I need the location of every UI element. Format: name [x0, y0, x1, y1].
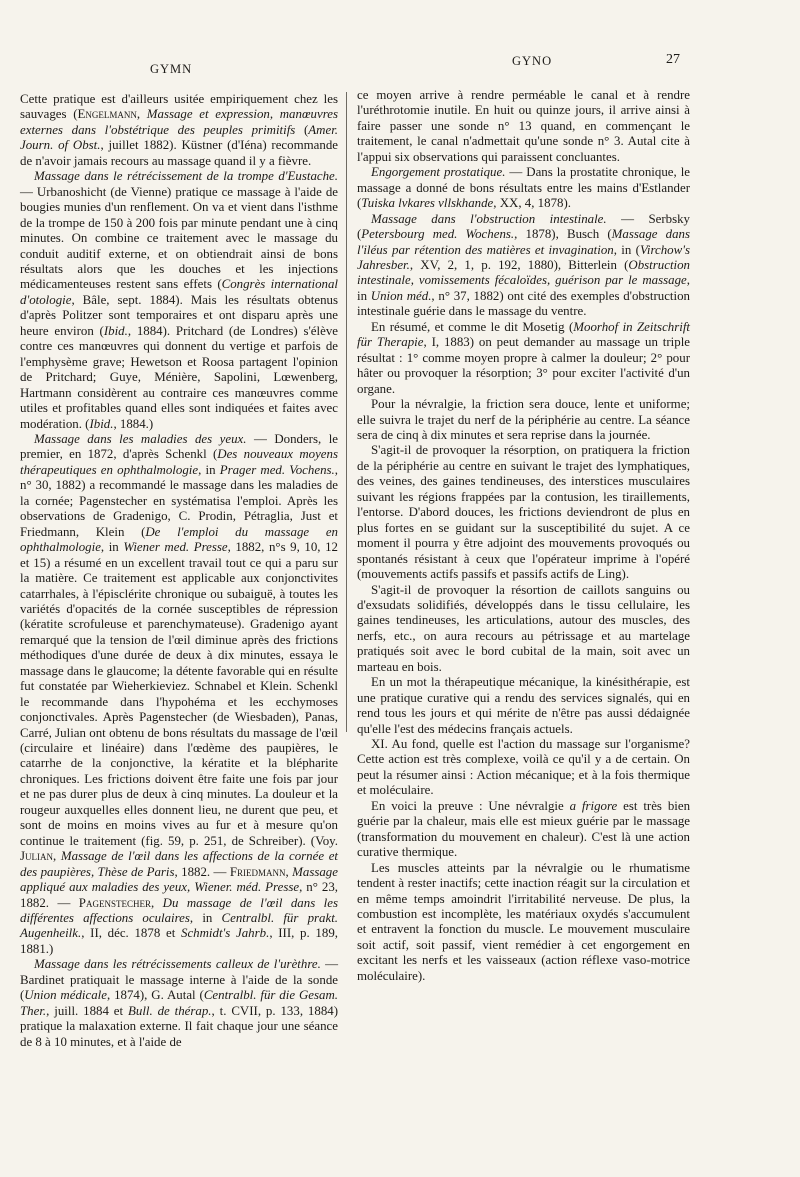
author-name: Pagenstecher: [78, 895, 151, 910]
text-run: , t. CVII, p. 133, 1884) pratique la malaxation externe. Il fait chaque jour une séance de 8 à 10 minutes, et à l'aide de: [20, 1003, 338, 1049]
text-run: ,: [136, 107, 147, 122]
ibid-reference: Ibid.: [89, 416, 114, 431]
paragraph-muscles: Les muscles atteints par la névralgie ou le rhumatisme tendent à rester inactifs; cette inaction réagit sur la circulation et en même temps amoindrit l'irritabilité nerveuse. De plus, la combustion est incomplète, les matériaux oxydés s'accumulent et entravent la fonction du muscle. Le mouvement musculaire soit actif, soit passif, vient remédier à cet engorgement en excitant les nerfs et les vaisseaux (action réflexe vaso-motrice moléculaire).: [357, 860, 690, 983]
left-running-head: GYMN: [150, 62, 193, 76]
text-run: — Donders, le premier, en 1872, d'après Schenkl (: [20, 431, 338, 462]
text-run: ,: [285, 864, 293, 879]
text-run: , I, 1883) on peut demander au massage un triple résultat : 1° comme moyen propre à calmer la douleur; 2° pour hâter ou provoquer la résorption; 3° pour exciter l'activité d'un organe.: [357, 335, 690, 396]
text-run: (: [295, 122, 309, 137]
right-column: [357, 88, 690, 984]
section-eustachian-tube: [20, 169, 338, 432]
journal-name: Schmidt's Jahrb.: [181, 926, 270, 941]
author-name: Engelmann: [77, 107, 137, 122]
citation-title: Du massage de l'œil dans les différentes affections oculaires: [20, 895, 338, 926]
journal-name: Union médicale: [24, 988, 107, 1003]
text-run: En résumé, et comme le dit Mosetig (: [371, 319, 574, 334]
left-column: [20, 92, 338, 1050]
section-urethra: [20, 957, 338, 1050]
text-run: , 1884). Pritchard (de Londres) s'élève contre ces manœuvres qui donnent du vertige et parfois de l'emphysème grave; Hewetson et Roosa partagent l'opinion de Pritchard; Guye, Ménière, Sapolini, Lœwenberg, Hartmann considèrent au contraire ces manœuvres comme utiles et profitables quand elles sont indiquées et faites avec modération. (: [20, 323, 338, 431]
text-run: , Bâle, sept. 1884). Mais les résultats obtenus d'après Politzer sont temporaires et ont disparu après une heure environ (: [20, 292, 338, 338]
citation-title: Massage appliqué aux maladies des yeux, Wiener. méd. Presse: [20, 864, 338, 895]
citation-title: Massage dans l'iléus par rétention des matières et invagination: [357, 227, 690, 257]
paragraph-section-xi: XI. Au fond, quelle est l'action du massage sur l'organisme? Cette action est très complexe, voilà ce qu'il y a de certain. On peut la résumer ainsi : Action mécanique; et à la fois thermique et moléculaire.: [357, 737, 690, 798]
section-intestinal-obstruction: [357, 212, 690, 320]
text-run: , 1882, n°s 9, 10, 12 et 15) a résumé en un excellent travail tout ce qui a paru sur la matière. Ce traitement est applicable aux conjonctivites catarrhales, à l'épisclérite chronique ou subaiguë, à toutes les variétés d'opacités de la cornée susceptibles de répression (kératite scrofuleuse et parenchymateuse). Gradenigo ayant remarqué que la tension de l'œil diminue après des frictions méthodiques d'une durée de deux à dix minutes, essaya le massage dans le glaucome; la détente favorable qui en résulte fut constatée par Wieherkieviez. Schnabel et Klein. Schenkl le recommande dans l'hypohéma et les ecchymoses conjonctivales. Après Pagenstecher (de Wiesbaden), Panas, Carré, Julian ont obtenu de bons résultats du massage de l'œil (circulaire et linéaire) dans l'œdème des paupières, le catarrhe de la conjonctive, la kératite et la blépharite chroniques. Les frictions doivent être faite une fois par jour et ne pas durer plus de deux à cinq minutes. La douleur et la rougeur auxquelles elles donnent lieu, ne durent que peu, et sont de moins en moins vives au fur et à mesure qu'on continue le traitement (fig. 59, p. 251, de Schreiber). (Voy.: [20, 540, 338, 848]
text-run: , 1874), G. Autal (: [106, 988, 204, 1003]
text-run: , n° 37, 1882) ont cité des exemples d'obstruction intestinale guérie dans le massage du ventre.: [357, 288, 690, 319]
text-run: ,: [53, 849, 61, 864]
citation-title: Congrès international d'otologie: [20, 277, 338, 307]
text-run: est très bien guérie par la chaleur, mais elle est mieux guérie par le massage (transformation du mouvement en chaleur). C'est là une action curative thermique.: [357, 798, 691, 860]
text-run: , in (: [613, 242, 640, 257]
latin-term: a frigore: [569, 798, 618, 813]
text-run: — Bardinet pratiquait le massage interne à l'aide de la sonde (: [20, 957, 338, 1003]
ibid-reference: Ibid.: [103, 323, 128, 338]
text-run: , in: [189, 911, 222, 926]
running-header: [0, 54, 800, 74]
paragraph-resorption: S'agit-il de provoquer la résorption, on pratiquera la friction de la périphérie au centre en suivant le trajet des lymphatiques, des veines, des gaines tendineuses, des interstices musculaires suivant les régions frappées par la contusion, les tiraillements, l'entorse. D'abord douces, les frictions deviendront de plus en plus fortes en se guidant sur la susceptibilité du sujet. A ce moment il pourra y être adjoint des mouvements provoqués ou spontanés résistant à ceux que l'opérateur imprime à l'opéré (mouvements actifs passifs et passifs actifs de Ling).: [357, 443, 690, 582]
text-run: , III, p. 189, 1881.): [20, 926, 338, 956]
text-run: , n° 23, 1882. —: [20, 880, 338, 910]
text-run: , juillet 1882). Küstner (d'Iéna) recommande de n'avoir jamais recours au massage quand il y a fièvre.: [20, 138, 338, 168]
text-run: ,: [150, 895, 163, 910]
column-divider: [346, 92, 347, 732]
section-prostate: [357, 165, 690, 211]
section-heading: Massage dans l'obstruction intestinale.: [371, 211, 607, 226]
citation-title: Massage et expression, manœuvres externes dans l'obstétrique des peuples primitifs: [20, 107, 338, 137]
text-run: — Serbsky (: [357, 211, 690, 242]
text-run: , in: [100, 540, 124, 555]
text-run: , juill. 1884 et: [46, 1003, 128, 1018]
citation-title: De l'emploi du massage en ophthalmologie: [20, 524, 338, 555]
text-run: , XV, 2, 1, p. 192, 1880), Bitterlein (: [409, 257, 629, 272]
section-heading: Massage dans les rétrécissements calleux de l'urèthre.: [34, 957, 321, 972]
journal-name: Prager med. Vochens.: [219, 462, 335, 477]
section-eye-diseases: [20, 432, 338, 957]
section-heading: Massage dans le rétrécissement de la trompe d'Eustache.: [34, 169, 338, 184]
paragraph-obstetrics: [20, 92, 338, 169]
text-run: — Urbanoshicht (de Vienne) pratique ce massage à l'aide de bougies munies d'un renflement. On va et vient dans l'isthme de la trompe de 150 à 200 fois par minute pendant une à cinq minutes. On combine ce traitement avec le massage du conduit auditif externe, et on obtiendrait ainsi de bons résultats alors que les douches et les injections médicamenteuses restent sans effets (: [20, 184, 338, 292]
citation-title: Massage de l'œil dans les affections de la cornée et des paupières, Thèse de Paris: [20, 849, 338, 879]
citation-title: Obstruction intestinale, vomissements fécaloïdes, guérison par le massage: [357, 257, 690, 288]
section-heading: Engorgement prostatique.: [371, 165, 506, 180]
citation-title: Des nouveaux moyens thérapeutiques en ophthalmologie: [20, 447, 338, 477]
text-run: , 1882. —: [174, 864, 230, 879]
text-run: , in: [357, 273, 690, 303]
journal-name: Virchow's Jahresber.: [357, 242, 690, 272]
text-run: — Dans la prostatite chronique, le massage a donné de bons résultats entre les mains d'Estlander (: [357, 165, 690, 211]
paragraph-proof: [357, 799, 690, 861]
paragraph-neuralgia: Pour la névralgie, la friction sera douce, lente et uniforme; elle suivra le trajet du nerf de la périphérie au centre. La séance sera de cinq à dix minutes et sera reprise dans la journée.: [357, 397, 690, 442]
text-run: , XX, 4, 1878).: [493, 196, 571, 211]
text-run: , 1878), Busch (: [514, 227, 612, 242]
journal-name: Centralbl. für prakt. Augenheilk.: [20, 911, 339, 941]
section-heading: Massage dans les maladies des yeux.: [34, 431, 247, 446]
text-run: Cette pratique est d'ailleurs usitée empiriquement chez les sauvages (: [20, 92, 338, 122]
page-number: 27: [666, 52, 680, 67]
text-run: , n° 30, 1882) a recommandé le massage dans les maladies de la cornée; Pagenstecher en systématisa l'emploi. Après les observations de Gradenigo, C. Prodin, Pétraglia, Just et Friedmann, Klein (: [20, 462, 338, 539]
author-name: Julian: [20, 849, 54, 864]
paragraph-summary: [357, 320, 690, 397]
journal-name: Moorhof in Zeitschrift für Therapie: [357, 319, 690, 350]
journal-name: Centralbl. für die Gesam. Ther.: [20, 988, 338, 1018]
paragraph-kinesitherapy: En un mot la thérapeutique mécanique, la kinésithérapie, est une pratique curative qui a rendu des services signalés, qui en rend tous les jours et qui mérite de n'être pas aussi dédaignée qu'elle l'est des médecins français actuels.: [357, 675, 690, 736]
journal-name: Petersbourg med. Wochens.: [361, 227, 515, 242]
journal-name: Wiener med. Presse: [123, 540, 228, 555]
author-name: Friedmann: [229, 864, 286, 879]
journal-name: Tuiska lvkares vllskhande: [361, 196, 494, 211]
journal-name: Bull. de thérap.: [128, 1003, 212, 1018]
text-run: , 1884.): [113, 416, 154, 431]
paragraph-urethra-continued: ce moyen arrive à rendre perméable le canal et à rendre l'uréthrotomie inutile. En huit ou quinze jours, il arrive ainsi à faire passer une sonde n° 13 quand, en commençant le traitement, le canal n'admettait qu'une sonde n° 3. Autal cite à l'appui six observations qui paraissent concluantes.: [357, 88, 690, 164]
right-running-head: GYNO: [512, 54, 553, 68]
journal-name: Union méd.: [370, 288, 432, 303]
text-run: En voici la preuve : Une névralgie: [371, 798, 570, 813]
text-run: , II, déc. 1878 et: [81, 926, 181, 941]
journal-name: Amer. Journ. of Obst.: [20, 122, 339, 153]
text-run: , in: [198, 462, 220, 477]
paragraph-clots: S'agit-il de provoquer la résortion de caillots sanguins ou d'exsudats solidifiés, développés dans le tissu cellulaire, les gaines tendineuses, les articulations, autour des muscles, des nerfs, etc., on aura recours au pétrissage et au martelage pratiqués soit avec le bord cubital de la main, soit avec un marteau en bois.: [357, 582, 690, 674]
